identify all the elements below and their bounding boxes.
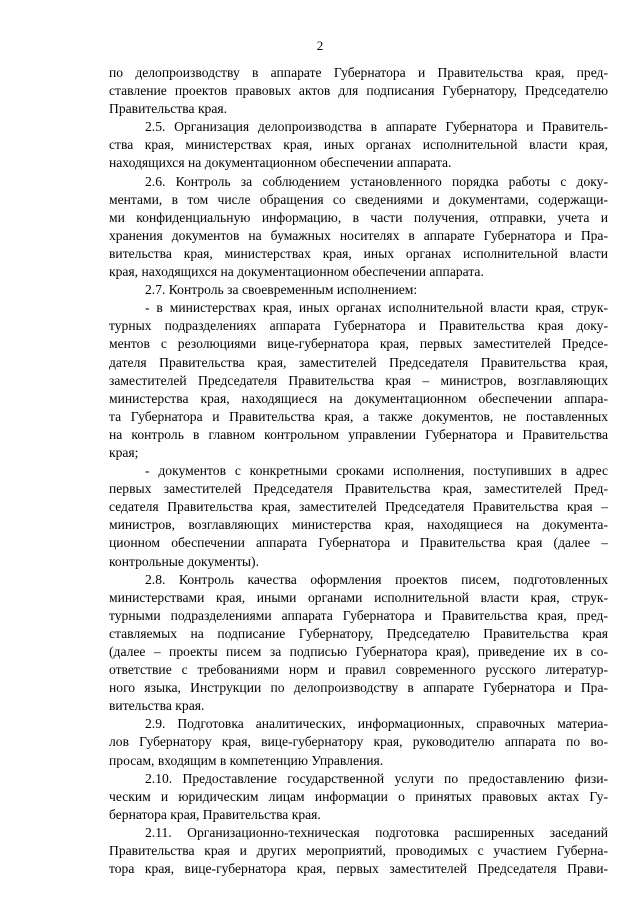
text-line: ставляемых на подписание Губернатору, Председателю Правительства края — [109, 625, 608, 641]
text-line: ческим и юридическим лицам информации о принятых правовых актах Гу- — [109, 788, 608, 804]
text-line: седателя Правительства края, заместителей Председателя Правительства края – — [109, 499, 608, 515]
text-line: турными подразделениями аппарата Губернатора и Правительства края, пред- — [109, 607, 608, 623]
text-line: первых заместителей Председателя Правительства края, заместителей Пред- — [109, 481, 608, 497]
text-line: 2.8. Контроль качества оформления проектов писем, подготовленных — [145, 571, 608, 587]
text-line: ми конфиденциальную информацию, в части получения, отправки, учета и — [109, 209, 608, 225]
text-line: хранения документов на бумажных носителях в аппарате Губернатора и Пра- — [109, 227, 608, 243]
text-line: 2.9. Подготовка аналитических, информационных, справочных материа- — [145, 716, 608, 732]
text-line: бернатора края, Правительства края. — [109, 806, 321, 822]
text-line: контрольные документы). — [109, 553, 259, 569]
document-body — [109, 64, 608, 878]
text-line: ставление проектов правовых актов для подписания Губернатору, Председателю — [109, 83, 608, 99]
text-line: министерствами края, иными органами исполнительной власти края, струк- — [109, 589, 608, 605]
text-line: по делопроизводству в аппарате Губернатора и Правительства края, пред- — [109, 65, 608, 80]
text-line: - документов с конкретными сроками исполнения, поступивших в адрес — [145, 463, 608, 479]
text-line: заместителей Председателя Правительства края – министров, возглавляющих — [109, 372, 608, 388]
text-line: ства края, министерствах края, иных органах исполнительной власти края, — [109, 137, 608, 153]
text-line: тора края, вице-губернатора края, первых заместителей Председателя Прави- — [109, 861, 608, 877]
text-line: 2.7. Контроль за своевременным исполнением: — [145, 282, 418, 298]
text-line: края; — [109, 444, 139, 460]
text-line: - в министерствах края, иных органах исполнительной власти края, струк- — [145, 300, 608, 316]
text-line: лов Губернатору края, вице-губернатору края, руководителю аппарата по во- — [109, 734, 608, 750]
text-line: Правительства края. — [109, 101, 228, 117]
text-line: министров, возглавляющих министерства края, находящиеся на документа- — [109, 517, 608, 533]
text-line: 2.10. Предоставление государственной услуги по предоставлению физи- — [145, 770, 608, 786]
text-line: 2.6. Контроль за соблюдением установленного порядка работы с доку- — [145, 173, 608, 189]
text-line: 2.11. Организационно-техническая подготовка расширенных заседаний — [145, 824, 608, 840]
text-line: та Губернатора и Правительства края, а также документов, не поставленных — [109, 408, 608, 424]
text-line: вительства края, министерствах края, иных органах исполнительной власти — [109, 245, 608, 261]
text-line: ответствие с требованиями норм и правил современного русского литератур- — [109, 662, 608, 678]
text-line: министерства края, находящиеся на документационном обеспечении аппара- — [109, 390, 608, 406]
text-line: турных подразделениях аппарата Губернатора и Правительства края доку- — [109, 318, 608, 334]
text-line: на контроль в главном контрольном управлении Губернатора и Правительства — [109, 426, 608, 442]
text-line: находящихся на документационном обеспечении аппарата. — [109, 155, 452, 171]
text-line: ционном обеспечении аппарата Губернатора и Правительства края (далее – — [109, 535, 608, 551]
text-line: ментами, в том числе обращения со сведениями и документами, содержащи- — [109, 191, 608, 207]
text-line: ного языка, Инструкции по делопроизводству в аппарате Губернатора и Пра- — [109, 680, 608, 696]
page-number: 2 — [316, 38, 324, 53]
text-line: Правительства края и других мероприятий, проводимых с участием Губерна- — [109, 843, 608, 859]
text-line: просам, входящим в компетенцию Управления. — [109, 752, 384, 768]
text-line: ментов с резолюциями вице-губернатора края, первых заместителей Предсе- — [109, 336, 608, 352]
text-line: дателя Правительства края, заместителей Председателя Правительства края, — [109, 354, 608, 370]
text-line: 2.5. Организация делопроизводства в аппарате Губернатора и Правитель- — [145, 119, 608, 135]
text-line: вительства края. — [109, 698, 205, 714]
text-line: края, находящихся на документационном обеспечении аппарата. — [109, 264, 484, 280]
text-line: (далее – проекты писем за подписью Губернатора края), приведение их в со- — [109, 644, 608, 659]
